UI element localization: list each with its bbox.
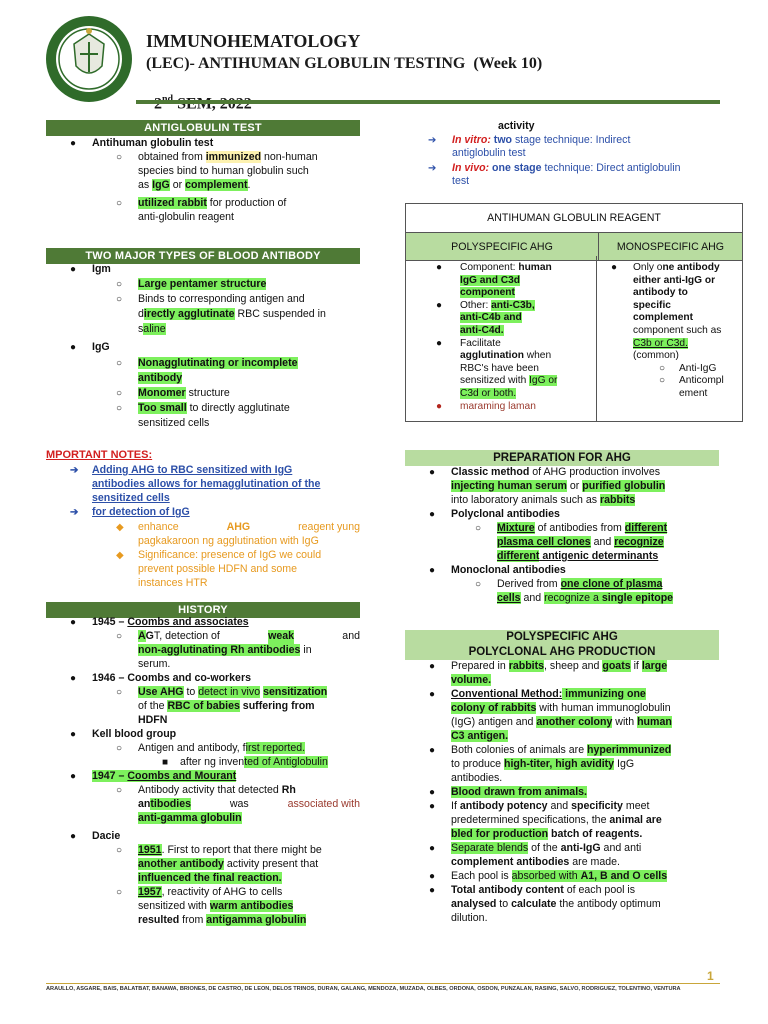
section-antiglobulin-test: ANTIGLOBULIN TEST <box>46 120 360 136</box>
preparation-list: ● Classic method of AHG production involves injecting human serum or purified globulin into laboratory animals such as rabbits ● Polyclonal antibodies ○ Mixture of antibodies from different plasma cell clones and recognize different antigenic determinants ● Monoclonal antibodies ○ Derived from one clone of plasma cells and recognize a single epitope <box>429 466 674 604</box>
antibody-types-list: ● Igm ○ Large pentamer structure ○ Binds to corresponding antigen and directly agglutinate RBC suspended in saline ● IgG ○ Nonagglutinating or incomplete antibody ○ Monomer structure ○ Too small to directly agglutinate sensitized cells <box>70 263 326 429</box>
right-top-notes: activity ➔ In vitro: two stage technique: Indirect antiglobulin test ➔ In vivo: one stage technique: Direct antiglobulin test <box>428 120 681 187</box>
header-rule <box>136 100 720 104</box>
important-notes: MPORTANT NOTES: ➔ Adding AHG to RBC sensitized with IgG antibodies allows for hemagglutination of the sensitized cells ➔ for detection of IgG ◆ enhance AHG reagent yung pagkakaroon ng agglutination with IgG ◆ Significance: presence of IgG we could prevent possible HDFN and some instances HTR <box>46 449 360 589</box>
monospecific-cell: ● Only one antibody either anti-IgG or antibody to specific complement component such as C3b or C3d. (common) ○ Anti-IgG ○ Anticompl ement <box>611 262 724 399</box>
table-header-polyspecific: POLYSPECIFIC AHG <box>406 233 599 261</box>
table-header-monospecific: MONOSPECIFIC AHG <box>599 233 743 261</box>
semester-label <box>146 76 252 113</box>
ahg-reagent-table <box>405 203 743 261</box>
section-polyspecific-ahg: POLYSPECIFIC AHG <box>405 630 719 645</box>
left-column: ● Antihuman globulin test ○ obtained from immunized non-human species bind to human globulin such as IgG or complement. ○ utilized rabbit for production of anti-globulin reagent <box>70 137 318 223</box>
page-number: 1 <box>707 969 714 983</box>
ahg-table-body <box>405 256 743 422</box>
document-subtitle: (LEC)- ANTIHUMAN GLOBULIN TESTING (Week 10) <box>146 55 543 72</box>
section-preparation-for-ahg: PREPARATION FOR AHG <box>405 450 719 466</box>
document-title: IMMUNOHEMATOLOGY <box>146 31 361 51</box>
section-polyclonal-ahg-production: POLYCLONAL AHG PRODUCTION <box>405 645 719 660</box>
polyclonal-production-list: ● Prepared in rabbits, sheep and goats if large volume. ● Conventional Method: immunizing one colony of rabbits with human immunoglobulin (IgG) antigen and another colony with human C3 antigen. ● Both colonies of animals are hyperimmunized to produce high-titer, high avidity IgG antibodies. ● Blood drawn from animals. ● If antibody potency and specificity meet predetermined specifications, the animal are bled for production batch of reagents. ● Separate blends of the anti-IgG and anti complement antibodies are made. ● Each pool is absorbed with A1, B and O cells ● Total antibody content of each pool is analysed to calculate the antibody optimum dilution. <box>429 660 672 924</box>
important-notes-title: MPORTANT NOTES: <box>46 449 153 461</box>
university-seal <box>44 14 134 104</box>
section-two-major-types: TWO MAJOR TYPES OF BLOOD ANTIBODY <box>46 248 360 264</box>
polyspecific-cell: ● Component: human IgG and C3d component ● Other: anti-C3b, anti-C4b and anti-C4d. ● Facilitate agglutination when RBC's have been sensitized with IgG or C3d or both. ● maraming laman <box>436 262 558 412</box>
section-history: HISTORY <box>46 602 360 618</box>
table-title: ANTIHUMAN GLOBULIN REAGENT <box>406 204 743 233</box>
footer-authors: ARAULLO, ASGARE, BAIS, BALATBAT, BANAWA, BRIONES, DE CASTRO, DE LEON, DELOS TRINOS, DURAN, GALANG, MENDOZA, MUZADA, OLBES, ORDONA, OSDON, PUNZALAN, RASING, SALVO, RODRIGUEZ, TOLENTINO, VENTURA <box>46 986 681 992</box>
footer-rule <box>46 983 720 984</box>
history-list: ● 1945 – Coombs and associates ○ AGT, detection of weak and non-agglutinating Rh antibodies in serum. ● 1946 – Coombs and co-workers ○ Use AHG to detect in vivo sensitization of the RBC of babies suffering from HDFN ● Kell blood group ○ Antigen and antibody, first reported. ■ after ng invented of Antiglobulin ● 1947 – Coombs and Mourant ○ Antibody activity that detected Rh antibodies was associated with anti-gamma globulin ● Dacie ○ 1951. First to report that there might be another antibody activity present that influenced the final reaction. ○ 1957, reactivity of AHG to cells sensitized with warm antibodies resulted from antigamma globulin <box>70 616 360 926</box>
